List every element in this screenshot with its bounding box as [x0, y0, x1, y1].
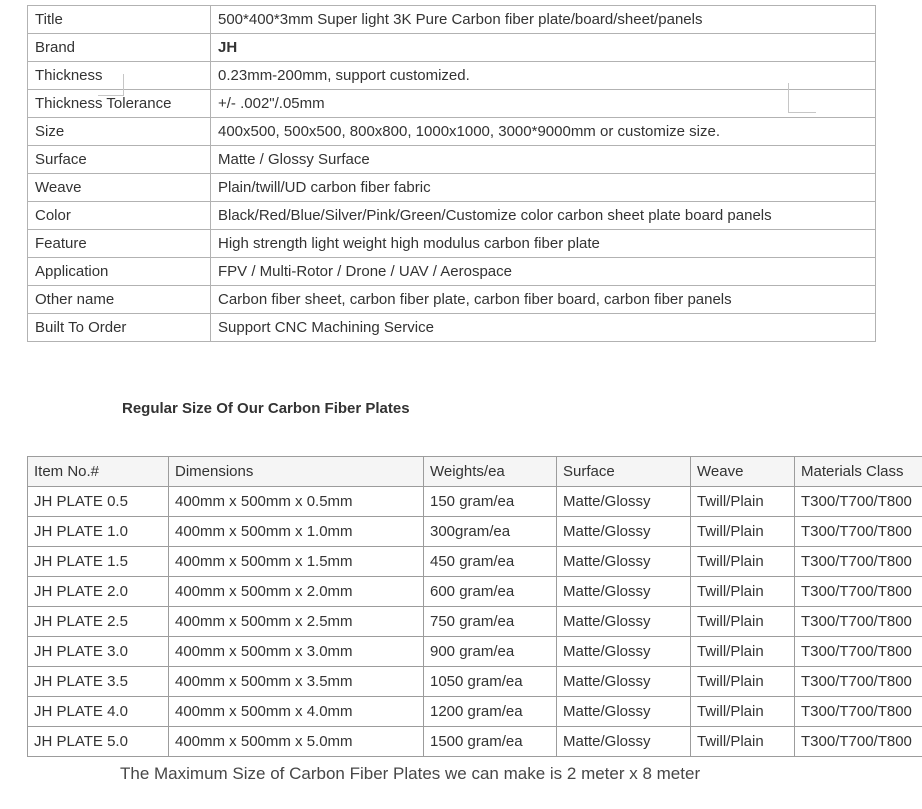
cell-item-no: JH PLATE 2.5	[28, 607, 169, 637]
section-heading: Regular Size Of Our Carbon Fiber Plates	[122, 400, 410, 417]
table-row	[28, 667, 922, 697]
size-table-header-row	[28, 457, 922, 487]
spec-row-size	[28, 118, 876, 146]
spec-row-surface	[28, 146, 876, 174]
cell-weight: 1050 gram/ea	[424, 667, 557, 697]
cell-weave: Twill/Plain	[691, 487, 795, 517]
table-row	[28, 577, 922, 607]
table-row	[28, 697, 922, 727]
spec-row-built-to-order	[28, 314, 876, 342]
cell-item-no: JH PLATE 4.0	[28, 697, 169, 727]
cell-weave: Twill/Plain	[691, 577, 795, 607]
cell-item-no: JH PLATE 0.5	[28, 487, 169, 517]
cell-weave: Twill/Plain	[691, 637, 795, 667]
cell-dimensions: 400mm x 500mm x 3.5mm	[169, 667, 424, 697]
cell-dimensions: 400mm x 500mm x 5.0mm	[169, 727, 424, 757]
spec-value: +/- .002"/.05mm	[211, 90, 876, 118]
cell-materials: T300/T700/T800	[795, 517, 922, 547]
cell-materials: T300/T700/T800	[795, 547, 922, 577]
cell-item-no: JH PLATE 5.0	[28, 727, 169, 757]
column-header-weave: Weave	[691, 457, 795, 487]
spec-label: Surface	[28, 146, 211, 174]
spec-row-thickness	[28, 62, 876, 90]
table-row	[28, 487, 922, 517]
cell-weave: Twill/Plain	[691, 667, 795, 697]
spec-label: Color	[28, 202, 211, 230]
spec-value: Matte / Glossy Surface	[211, 146, 876, 174]
cell-surface: Matte/Glossy	[557, 727, 691, 757]
table-row	[28, 727, 922, 757]
cell-weight: 900 gram/ea	[424, 637, 557, 667]
spec-label: Thickness Tolerance	[28, 90, 211, 118]
cell-weight: 1500 gram/ea	[424, 727, 557, 757]
stray-corner-mark	[98, 74, 124, 96]
spec-value: 400x500, 500x500, 800x800, 1000x1000, 3000*9000mm or customize size.	[211, 118, 876, 146]
table-row	[28, 637, 922, 667]
cell-weight: 1200 gram/ea	[424, 697, 557, 727]
cell-surface: Matte/Glossy	[557, 607, 691, 637]
cell-item-no: JH PLATE 3.5	[28, 667, 169, 697]
cell-surface: Matte/Glossy	[557, 637, 691, 667]
spec-row-thickness-tolerance	[28, 90, 876, 118]
cell-weight: 150 gram/ea	[424, 487, 557, 517]
spec-value: FPV / Multi-Rotor / Drone / UAV / Aerospace	[211, 258, 876, 286]
cell-materials: T300/T700/T800	[795, 487, 922, 517]
spec-row-weave	[28, 174, 876, 202]
cell-materials: T300/T700/T800	[795, 667, 922, 697]
cell-weave: Twill/Plain	[691, 547, 795, 577]
cell-dimensions: 400mm x 500mm x 1.5mm	[169, 547, 424, 577]
spec-row-brand	[28, 34, 876, 62]
cell-item-no: JH PLATE 2.0	[28, 577, 169, 607]
cell-materials: T300/T700/T800	[795, 727, 922, 757]
spec-label: Built To Order	[28, 314, 211, 342]
column-header-materials: Materials Class	[795, 457, 922, 487]
cell-dimensions: 400mm x 500mm x 1.0mm	[169, 517, 424, 547]
spec-value: Support CNC Machining Service	[211, 314, 876, 342]
cell-item-no: JH PLATE 1.0	[28, 517, 169, 547]
cell-surface: Matte/Glossy	[557, 697, 691, 727]
column-header-weights: Weights/ea	[424, 457, 557, 487]
cell-dimensions: 400mm x 500mm x 2.0mm	[169, 577, 424, 607]
spec-label: Size	[28, 118, 211, 146]
product-spec-table	[27, 5, 876, 342]
cell-weave: Twill/Plain	[691, 517, 795, 547]
cell-materials: T300/T700/T800	[795, 697, 922, 727]
cell-surface: Matte/Glossy	[557, 487, 691, 517]
table-row	[28, 607, 922, 637]
table-row	[28, 517, 922, 547]
cell-weight: 600 gram/ea	[424, 577, 557, 607]
cell-dimensions: 400mm x 500mm x 3.0mm	[169, 637, 424, 667]
table-row	[28, 547, 922, 577]
cell-materials: T300/T700/T800	[795, 577, 922, 607]
spec-row-title	[28, 6, 876, 34]
cell-surface: Matte/Glossy	[557, 517, 691, 547]
cell-weave: Twill/Plain	[691, 607, 795, 637]
spec-label: Brand	[28, 34, 211, 62]
cell-weight: 750 gram/ea	[424, 607, 557, 637]
cell-dimensions: 400mm x 500mm x 2.5mm	[169, 607, 424, 637]
stray-corner-mark	[788, 83, 816, 113]
column-header-dimensions: Dimensions	[169, 457, 424, 487]
cell-surface: Matte/Glossy	[557, 577, 691, 607]
cell-weave: Twill/Plain	[691, 727, 795, 757]
cell-item-no: JH PLATE 1.5	[28, 547, 169, 577]
spec-value: Carbon fiber sheet, carbon fiber plate, carbon fiber board, carbon fiber panels	[211, 286, 876, 314]
max-size-note: The Maximum Size of Carbon Fiber Plates we can make is 2 meter x 8 meter	[120, 764, 701, 783]
spec-label: Weave	[28, 174, 211, 202]
spec-value: High strength light weight high modulus carbon fiber plate	[211, 230, 876, 258]
spec-label: Feature	[28, 230, 211, 258]
cell-dimensions: 400mm x 500mm x 4.0mm	[169, 697, 424, 727]
spec-value: 0.23mm-200mm, support customized.	[211, 62, 876, 90]
spec-value: 500*400*3mm Super light 3K Pure Carbon fiber plate/board/sheet/panels	[211, 6, 876, 34]
spec-row-other-name	[28, 286, 876, 314]
spec-row-feature	[28, 230, 876, 258]
spec-label: Thickness	[28, 62, 211, 90]
cell-surface: Matte/Glossy	[557, 547, 691, 577]
cell-weight: 300gram/ea	[424, 517, 557, 547]
column-header-item-no: Item No.#	[28, 457, 169, 487]
spec-value: JH	[211, 34, 876, 62]
cell-materials: T300/T700/T800	[795, 637, 922, 667]
column-header-surface: Surface	[557, 457, 691, 487]
spec-label: Other name	[28, 286, 211, 314]
cell-materials: T300/T700/T800	[795, 607, 922, 637]
cell-dimensions: 400mm x 500mm x 0.5mm	[169, 487, 424, 517]
cell-weight: 450 gram/ea	[424, 547, 557, 577]
spec-row-application	[28, 258, 876, 286]
cell-surface: Matte/Glossy	[557, 667, 691, 697]
regular-sizes-table	[27, 456, 922, 757]
spec-row-color	[28, 202, 876, 230]
spec-value: Plain/twill/UD carbon fiber fabric	[211, 174, 876, 202]
cell-weave: Twill/Plain	[691, 697, 795, 727]
spec-value: Black/Red/Blue/Silver/Pink/Green/Customize color carbon sheet plate board panels	[211, 202, 876, 230]
cell-item-no: JH PLATE 3.0	[28, 637, 169, 667]
spec-label: Title	[28, 6, 211, 34]
spec-label: Application	[28, 258, 211, 286]
